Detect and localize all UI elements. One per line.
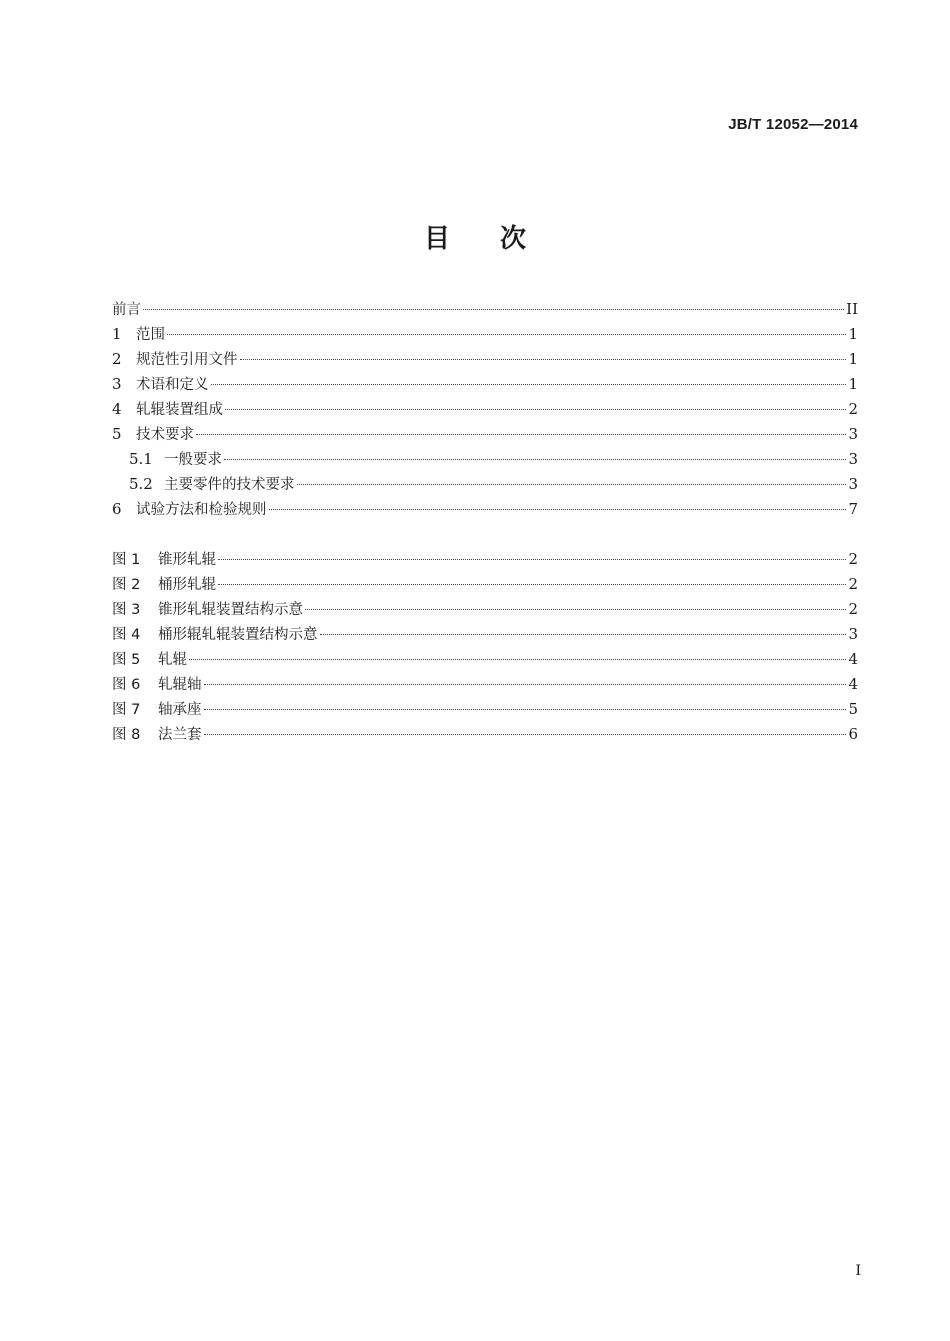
toc-entry-label: 轧辊装置组成 [136,402,223,418]
toc-figure-2[interactable] [112,572,858,597]
toc-entry-label: 技术要求 [136,427,194,443]
toc-entry-page: 3 [848,425,858,443]
toc-entry-number: 3 [112,375,122,393]
dot-leader [218,584,846,585]
dot-leader [320,634,847,635]
toc-figure-6[interactable] [112,672,858,697]
toc-entry-clause-5-2[interactable] [112,472,858,497]
figure-label: 桶形轧辊 [158,577,216,593]
figure-label: 轴承座 [158,702,202,718]
figure-number: 图 3 [112,602,141,618]
toc-entry-page: 3 [848,450,858,468]
dot-leader [204,734,847,735]
dot-leader [196,434,846,435]
toc-entry-clause-3[interactable] [112,372,858,397]
figure-label: 锥形轧辊 [158,552,216,568]
dot-leader [269,509,847,510]
dot-leader [167,334,846,335]
figure-number: 图 8 [112,727,141,743]
toc-figure-7[interactable] [112,697,858,722]
toc-entry-page: 3 [848,475,858,493]
figure-label: 锥形轧辊装置结构示意 [158,602,303,618]
figure-page: 4 [848,650,858,668]
figure-page: 5 [848,700,858,718]
figure-label: 轧辊轴 [158,677,202,693]
figure-page: 6 [848,725,858,743]
toc-figure-list [112,547,858,747]
toc-entry-page: 1 [848,375,858,393]
toc-entry-page: 2 [848,400,858,418]
toc-figure-5[interactable] [112,647,858,672]
toc-entry-foreword[interactable] [112,297,858,322]
toc-entry-clause-1[interactable] [112,322,858,347]
figure-label: 桶形辊轧辊装置结构示意 [158,627,318,643]
toc-entry-clause-2[interactable] [112,347,858,372]
toc-entry-label: 范围 [136,327,165,343]
figure-page: 4 [848,675,858,693]
toc-entry-page: 1 [848,350,858,368]
toc-entry-number: 4 [112,400,122,418]
toc-title [0,218,950,255]
toc-title-char-2: 次 [500,224,527,254]
toc-entry-page: 7 [848,500,858,518]
toc-entry-clause-6[interactable] [112,497,858,522]
toc-figure-1[interactable] [112,547,858,572]
dot-leader [224,459,846,460]
toc-entry-page: II [846,300,858,318]
figure-page: 2 [848,600,858,618]
figure-label: 法兰套 [158,727,202,743]
toc-entry-number: 5.1 [129,450,153,468]
figure-number: 图 7 [112,702,141,718]
figure-page: 3 [848,625,858,643]
toc-figure-3[interactable] [112,597,858,622]
toc-entry-label: 一般要求 [164,452,222,468]
toc-clause-list [112,297,858,522]
dot-leader [225,409,846,410]
dot-leader [218,559,846,560]
figure-number: 图 5 [112,652,141,668]
figure-number: 图 1 [112,552,141,568]
toc-entry-label: 试验方法和检验规则 [136,502,267,518]
toc-entry-label: 规范性引用文件 [136,352,238,368]
toc-figure-4[interactable] [112,622,858,647]
figure-number: 图 6 [112,677,141,693]
figure-number: 图 2 [112,577,141,593]
toc-entry-number: 1 [112,325,122,343]
toc-entry-label: 术语和定义 [136,377,209,393]
toc-entry-clause-4[interactable] [112,397,858,422]
dot-leader [240,359,847,360]
toc-entry-label: 前言 [112,302,141,318]
dot-leader [204,709,847,710]
toc-entry-label: 主要零件的技术要求 [164,477,295,493]
toc-entry-clause-5[interactable] [112,422,858,447]
toc-entry-number: 2 [112,350,122,368]
figure-number: 图 4 [112,627,141,643]
figure-page: 2 [848,550,858,568]
toc-entry-page: 1 [848,325,858,343]
toc-entry-number: 5.2 [129,475,153,493]
page-number: I [855,1263,861,1279]
toc-entry-number: 5 [112,425,122,443]
dot-leader [189,659,846,660]
standard-number: JB/T 12052—2014 [728,116,858,133]
toc-figure-8[interactable] [112,722,858,747]
dot-leader [305,609,846,610]
dot-leader [143,309,844,310]
toc-title-char-1: 目 [423,224,450,254]
dot-leader [211,384,847,385]
dot-leader [204,684,847,685]
toc-entry-number: 6 [112,500,122,518]
toc-entry-clause-5-1[interactable] [112,447,858,472]
figure-page: 2 [848,575,858,593]
dot-leader [297,484,847,485]
figure-label: 轧辊 [158,652,187,668]
